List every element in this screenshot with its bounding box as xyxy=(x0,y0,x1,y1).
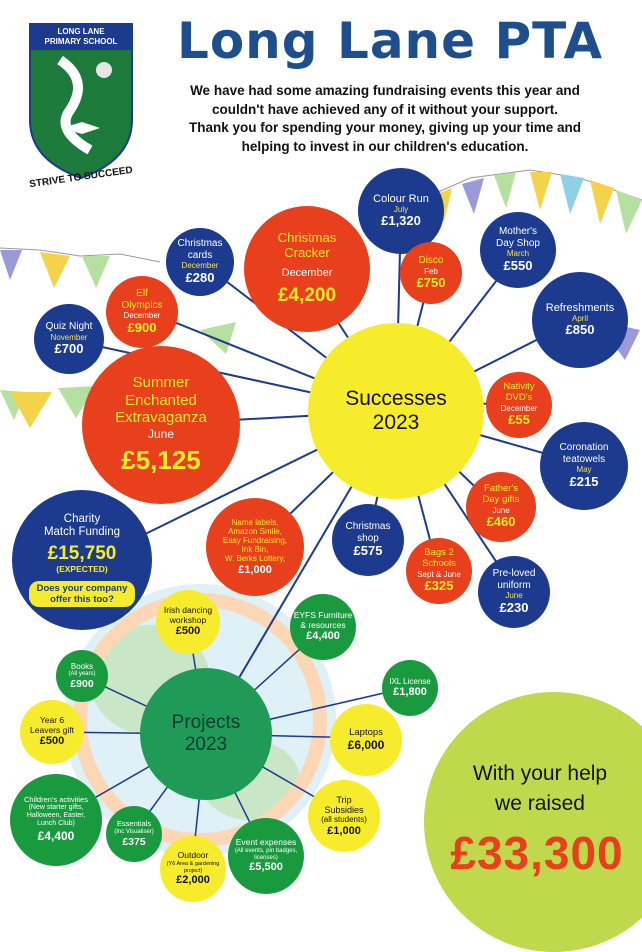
logo-school-name-1: LONG LANE xyxy=(57,27,105,36)
event-name: Mother's xyxy=(498,226,538,238)
event-name: Christmas xyxy=(277,229,337,245)
mothers-day-bubble xyxy=(480,212,556,288)
project-name: Event expenses xyxy=(235,836,297,847)
event-name: Christmas xyxy=(177,238,223,250)
event-name: Christmas xyxy=(345,521,391,533)
event-date: December xyxy=(123,311,161,321)
event-amount: £750 xyxy=(416,274,446,290)
event-name: Day gifts xyxy=(482,493,520,505)
raised-amount: £33,300 xyxy=(450,827,624,879)
event-name: Easy Fundraising, xyxy=(222,536,288,546)
project-name: & resources xyxy=(300,619,346,630)
event-amount: £55 xyxy=(508,412,530,428)
project-amount: £500 xyxy=(175,625,201,638)
projects-label: Projects xyxy=(171,712,241,734)
refreshments-bubble xyxy=(532,272,628,368)
event-name: Charity xyxy=(63,512,101,525)
eyfs-bubble xyxy=(290,594,356,660)
event-name: Match Funding xyxy=(43,525,121,538)
event-expenses-bubble xyxy=(228,818,304,894)
project-name: Leavers gift xyxy=(30,724,74,735)
pill-line: offer this too? xyxy=(50,594,114,606)
project-name: Outdoor xyxy=(177,850,209,861)
outdoor-bubble xyxy=(160,836,226,902)
event-amount: £230 xyxy=(499,599,529,615)
event-date: June xyxy=(147,427,175,442)
event-name: Bags 2 xyxy=(424,547,454,559)
event-name: Extravaganza xyxy=(115,408,207,426)
project-amount: £6,000 xyxy=(347,737,385,752)
quiz-night-bubble xyxy=(34,304,104,374)
event-name: Olympics xyxy=(121,299,163,311)
event-amount: £4,200 xyxy=(277,285,337,307)
event-name: Coronation xyxy=(559,442,609,454)
project-name: Laptops xyxy=(349,726,383,738)
project-note: (All years) xyxy=(68,671,96,678)
event-name: cards xyxy=(187,249,213,261)
charity-match-bubble xyxy=(12,490,152,630)
intro-line: We have had some amazing fundraising events this year and xyxy=(190,83,580,98)
logo-top-text xyxy=(30,27,132,47)
event-amount: £575 xyxy=(353,543,383,559)
project-amount: £5,500 xyxy=(249,861,283,874)
event-date: November xyxy=(50,332,88,342)
event-date: May xyxy=(576,465,592,475)
event-amount: £280 xyxy=(185,269,215,285)
event-date: Feb xyxy=(424,266,438,276)
event-date: June xyxy=(505,591,523,601)
fathers-day-bubble xyxy=(466,472,536,542)
event-name: Name labels, xyxy=(231,517,279,527)
essentials-bubble xyxy=(106,806,162,862)
event-amount: £550 xyxy=(503,257,533,273)
event-name: DVD's xyxy=(505,391,533,403)
project-amount: £1,800 xyxy=(393,686,427,699)
raised-text: With your help xyxy=(472,762,608,785)
event-name: Pre-loved xyxy=(492,568,536,580)
summer-extravaganza-bubble xyxy=(82,346,240,504)
project-note: (New starter gifts, xyxy=(28,804,84,812)
event-name: Quiz Night xyxy=(45,321,93,333)
event-date: December xyxy=(281,266,333,279)
project-amount: £900 xyxy=(70,678,94,690)
projects-year: 2023 xyxy=(184,734,228,755)
intro-line: couldn't have achieved any of it without your support. xyxy=(212,101,558,117)
event-name: Cracker xyxy=(284,244,330,260)
project-amount: £1,000 xyxy=(327,824,361,837)
event-name: Amazon Smile, xyxy=(228,526,282,536)
event-date: April xyxy=(571,314,588,324)
intro-line: Thank you for spending your money, giving up your time and xyxy=(188,120,582,135)
project-name: workshop xyxy=(169,614,207,625)
project-amount: £4,400 xyxy=(37,829,75,844)
pill-line: Does your company xyxy=(36,582,128,594)
event-name: Schools xyxy=(422,557,456,569)
nativity-bubble xyxy=(486,372,552,438)
event-amount: £460 xyxy=(486,514,516,530)
event-date: June xyxy=(492,505,510,515)
bags2schools-bubble xyxy=(406,538,472,604)
event-name: teatowels xyxy=(562,453,606,465)
project-name: Year 6 xyxy=(39,714,65,725)
project-name: Trip xyxy=(336,794,352,805)
books-bubble xyxy=(56,650,108,702)
company-offer-pill xyxy=(29,581,136,608)
page-title: Long Lane PTA xyxy=(176,12,604,70)
logo-motto: STRIVE TO SUCCEED xyxy=(28,164,134,191)
project-note: (All events, pin badges, licenses) xyxy=(234,847,298,861)
intro-line: helping to invest in our children's education. xyxy=(241,138,529,154)
preloved-uniform-bubble xyxy=(478,556,550,628)
irish-dancing-bubble xyxy=(156,590,220,654)
event-name: W. Berks Lottery, xyxy=(224,554,286,564)
intro-text xyxy=(150,82,620,156)
event-name: Disco xyxy=(418,255,444,267)
event-name: Colour Run xyxy=(373,192,429,205)
event-note: (EXPECTED) xyxy=(56,563,108,574)
childrens-activities-bubble xyxy=(10,774,102,866)
project-name: Essentials xyxy=(116,819,152,829)
event-name: Nativity xyxy=(503,381,535,393)
event-date: March xyxy=(506,249,530,259)
event-amount: £850 xyxy=(565,322,595,338)
logo-school-name-2: PRIMARY SCHOOL xyxy=(44,37,118,46)
successes-label: Successes xyxy=(345,386,447,410)
event-amount: £1,320 xyxy=(381,213,421,229)
project-name: Books xyxy=(70,661,94,671)
name-labels-bubble xyxy=(206,498,304,596)
event-name: Day Shop xyxy=(496,237,540,249)
event-amount: £1,000 xyxy=(238,563,272,576)
laptops-bubble xyxy=(330,704,402,776)
ixl-bubble xyxy=(382,660,438,716)
event-date: December xyxy=(181,261,219,271)
project-note: (Y6 Area & gardening project) xyxy=(166,861,220,874)
event-name: Enchanted xyxy=(125,391,197,409)
event-name: Father's xyxy=(483,483,519,495)
christmas-shop-bubble xyxy=(332,504,404,576)
project-amount: £500 xyxy=(39,735,65,748)
christmas-cards-bubble xyxy=(166,228,234,296)
trip-subsidies-bubble xyxy=(308,780,380,852)
event-name: Summer xyxy=(132,374,190,392)
project-note: Halloween, Easter, xyxy=(26,812,86,820)
elf-olympics-bubble xyxy=(106,276,178,348)
coronation-bubble xyxy=(540,422,628,510)
project-name: EYFS Furniture xyxy=(293,609,353,620)
christmas-cracker-bubble xyxy=(244,206,370,332)
event-amount: £15,750 xyxy=(47,543,117,565)
project-name: IXL License xyxy=(389,677,431,687)
event-amount: £5,125 xyxy=(121,444,201,475)
event-name: uniform xyxy=(497,579,531,591)
project-note: Lunch Club) xyxy=(37,820,75,828)
event-amount: £700 xyxy=(54,340,84,356)
raised-text: we raised xyxy=(495,792,585,815)
event-amount: £325 xyxy=(424,578,454,594)
event-name: Ink Bin, xyxy=(241,545,269,555)
successes-year: 2023 xyxy=(372,411,420,434)
project-note: (all students) xyxy=(321,815,367,825)
year6-bubble xyxy=(20,700,84,764)
project-name: Irish dancing xyxy=(163,604,213,615)
project-name: Subsidies xyxy=(324,805,364,816)
projects-hub xyxy=(140,668,272,800)
event-amount: £215 xyxy=(569,473,599,489)
event-amount: £900 xyxy=(127,319,157,335)
event-name: shop xyxy=(357,532,379,544)
successes-hub xyxy=(308,323,484,499)
project-amount: £4,400 xyxy=(306,630,340,643)
event-name: Refreshments xyxy=(545,301,615,314)
project-note: (Inc Visualiser) xyxy=(114,828,154,835)
event-date: July xyxy=(393,205,409,215)
disco-bubble xyxy=(400,242,462,304)
school-logo xyxy=(12,24,150,188)
event-date: December xyxy=(500,403,538,413)
event-date: Sept & June xyxy=(417,569,461,579)
project-name: Children's activities xyxy=(24,794,88,804)
event-name: Elf xyxy=(136,288,148,300)
project-amount: £375 xyxy=(122,835,146,848)
project-amount: £2,000 xyxy=(176,873,210,886)
